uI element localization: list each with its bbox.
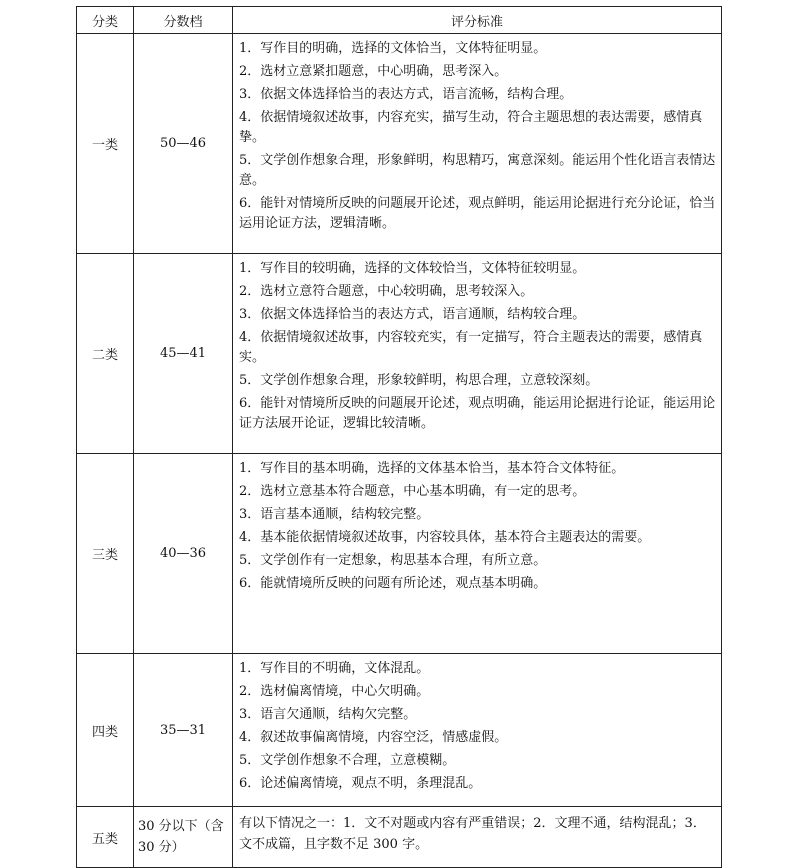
criteria-cell <box>233 254 722 454</box>
table-row <box>77 34 722 254</box>
category-cell: 三类 <box>77 454 134 654</box>
criteria-item: 5．文学创作想象不合理，立意模糊。 <box>239 753 456 768</box>
header-row <box>77 7 722 34</box>
criteria-item: 6．能针对情境所反映的问题展开论述，观点明确，能运用论据进行论证，能运用论证方法展开论证，逻辑比较清晰。 <box>239 396 716 431</box>
criteria-item: 6．论述偏离情境，观点不明，条理混乱。 <box>239 776 482 791</box>
criteria-item: 2．选材立意紧扣题意，中心明确，思考深入。 <box>239 64 508 79</box>
criteria-item: 3．依据文体选择恰当的表达方式，语言流畅，结构合理。 <box>239 87 573 102</box>
criteria-item: 3．依据文体选择恰当的表达方式，语言通顺，结构较合理。 <box>239 307 586 322</box>
criteria-item: 4．叙述故事偏离情境，内容空泛，情感虚假。 <box>239 730 508 745</box>
category-cell: 五类 <box>77 807 134 868</box>
category-cell: 四类 <box>77 654 134 807</box>
criteria-cell: 有以下情况之一：1．文不对题或内容有严重错误；2．文理不通，结构混乱；3．文不成篇，且字数不足 300 字。 <box>233 807 722 868</box>
header-score: 分数档 <box>134 7 233 34</box>
criteria-item: 2．选材偏离情境，中心欠明确。 <box>239 684 430 699</box>
criteria-item: 4．基本能依据情境叙述故事，内容较具体，基本符合主题表达的需要。 <box>239 530 651 545</box>
criteria-item: 4．依据情境叙述故事，内容较充实，有一定描写，符合主题表达的需要，感情真实。 <box>239 330 703 365</box>
table-row <box>77 807 722 868</box>
table-row <box>77 254 722 454</box>
criteria-item: 4．依据情境叙述故事，内容充实，描写生动，符合主题思想的表达需要，感情真挚。 <box>239 110 703 145</box>
table-row <box>77 654 722 807</box>
score-cell: 35—31 <box>134 654 233 807</box>
criteria-item: 5．文学创作想象合理，形象鲜明，构思精巧，寓意深刻。能运用个性化语言表情达意。 <box>239 153 716 188</box>
criteria-item: 1．写作目的明确，选择的文体恰当，文体特征明显。 <box>239 41 547 56</box>
criteria-cell <box>233 454 722 654</box>
criteria-item: 6．能针对情境所反映的问题展开论述，观点鲜明，能运用论据进行充分论证，恰当运用论证方法，逻辑清晰。 <box>239 196 716 231</box>
criteria-item: 5．文学创作有一定想象，构思基本合理，有所立意。 <box>239 553 547 568</box>
header-criteria: 评分标准 <box>233 7 722 34</box>
criteria-item: 1．写作目的较明确，选择的文体较恰当，文体特征较明显。 <box>239 261 586 276</box>
criteria-item: 1．写作目的基本明确，选择的文体基本恰当，基本符合文体特征。 <box>239 461 625 476</box>
criteria-item: 5．文学创作想象合理，形象较鲜明，构思合理，立意较深刻。 <box>239 373 599 388</box>
grading-table <box>76 6 722 868</box>
criteria-item: 2．选材立意符合题意，中心较明确，思考较深入。 <box>239 284 534 299</box>
table-row <box>77 454 722 654</box>
criteria-item: 1．写作目的不明确，文体混乱。 <box>239 661 430 676</box>
criteria-cell <box>233 34 722 254</box>
score-cell: 50—46 <box>134 34 233 254</box>
score-cell: 30 分以下（含 30 分） <box>134 807 233 868</box>
criteria-cell <box>233 654 722 807</box>
category-cell: 二类 <box>77 254 134 454</box>
header-category: 分类 <box>77 7 134 34</box>
category-cell: 一类 <box>77 34 134 254</box>
score-cell: 40—36 <box>134 454 233 654</box>
criteria-item: 2．选材立意基本符合题意，中心基本明确，有一定的思考。 <box>239 484 586 499</box>
criteria-item: 3．语言基本通顺，结构较完整。 <box>239 507 430 522</box>
score-cell: 45—41 <box>134 254 233 454</box>
criteria-item: 3．语言欠通顺，结构欠完整。 <box>239 707 417 722</box>
criteria-item: 6．能就情境所反映的问题有所论述，观点基本明确。 <box>239 576 547 591</box>
